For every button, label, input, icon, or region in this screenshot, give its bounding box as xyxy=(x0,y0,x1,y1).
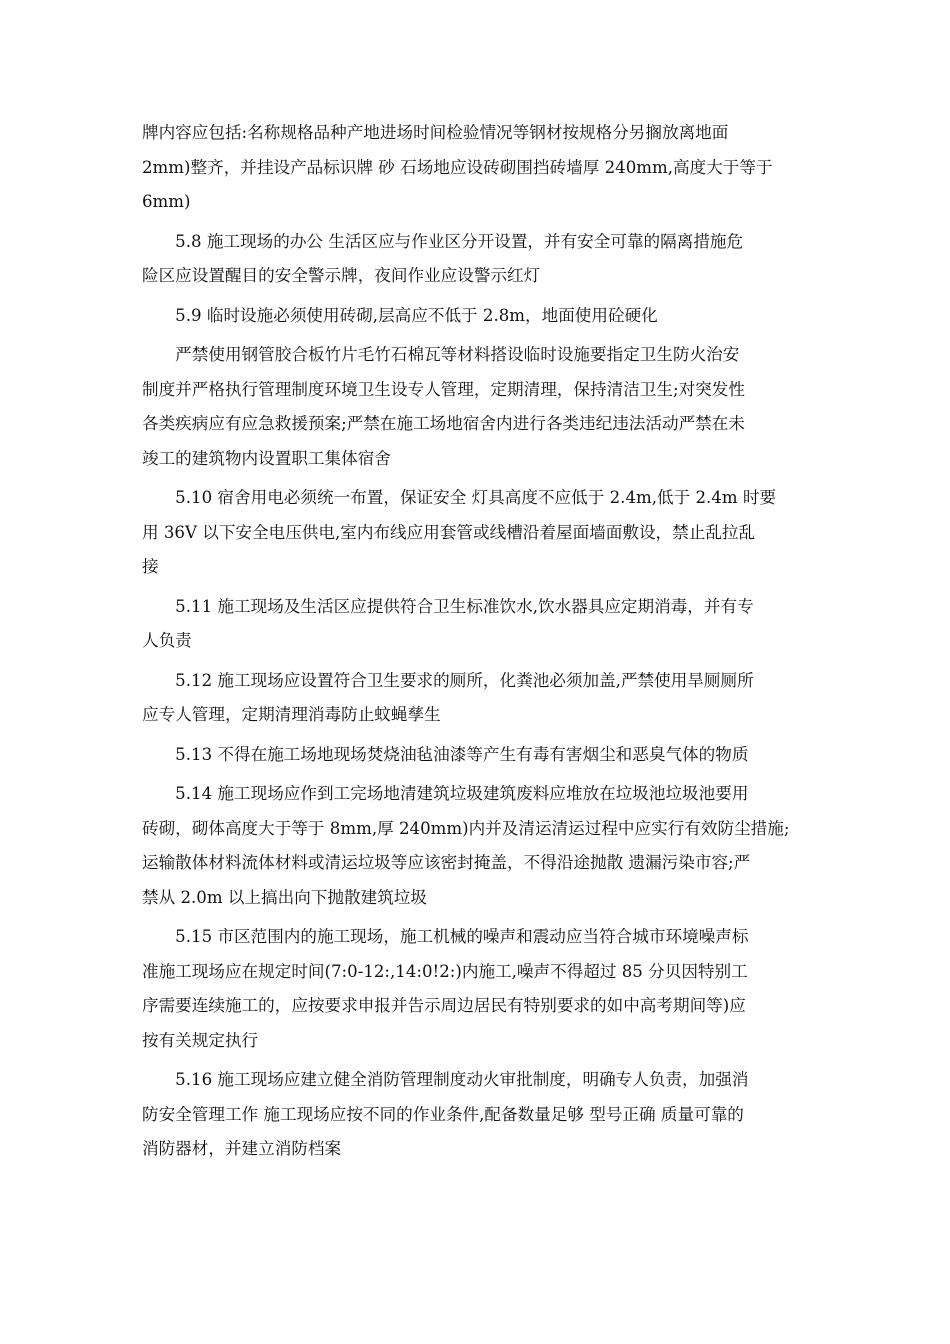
paragraph-line: 禁从 2.0m 以上搞出向下抛散建筑垃圾 xyxy=(142,887,427,907)
paragraph xyxy=(142,116,814,220)
paragraph-line: 接 xyxy=(142,557,159,576)
paragraph-line: 牌内容应包括:名称规格品种产地进场时间检验情况等钢材按规格分另搁放离地面 xyxy=(142,123,729,142)
paragraph-line: 应专人管理，定期清理消毒防止蚊蝇孳生 xyxy=(142,705,441,724)
paragraph-line: 5.8 施工现场的办公 生活区应与作业区分开设置，并有安全可靠的隔离措施危 xyxy=(142,231,744,251)
paragraph-line: 竣工的建筑物内设置职工集体宿舍 xyxy=(142,448,391,468)
paragraph-line: 险区应设置醒目的安全警示牌，夜间作业应设警示红灯 xyxy=(142,266,541,285)
paragraph xyxy=(142,1063,814,1167)
paragraph-line: 序需要连续施工的，应按要求申报并告示周边居民有特别要求的如中高考期间等)应 xyxy=(142,996,746,1015)
paragraph-line: 准施工现场应在规定时间(7:0-12:,14:0!2:)内施工,噪声不得超过 85 分贝因特别工 xyxy=(142,961,748,981)
paragraph-line: 各类疾病应有应急救援预案;严禁在施工场地宿舍内进行各类违纪违法活动严禁在未 xyxy=(142,414,745,433)
paragraph-line: 5.14 施工现场应作到工完场地清建筑垃圾建筑废料应堆放在垃圾池垃圾池要用 xyxy=(142,784,749,803)
paragraph-line: 按有关规定执行 xyxy=(142,1030,259,1050)
paragraph xyxy=(142,590,814,659)
paragraph xyxy=(142,225,814,294)
paragraph-line: 5.15 市区范围内的施工现场，施工机械的噪声和震动应当符合城市环境噪声标 xyxy=(142,927,749,946)
paragraph-line: 5.13 不得在施工场地现场焚烧油毡油漆等产生有毒有害烟尘和恶臭气体的物质 xyxy=(142,744,749,764)
paragraph-line: 5.16 施工现场应建立健全消防管理制度动火审批制度，明确专人负责，加强消 xyxy=(142,1070,749,1089)
paragraph xyxy=(142,338,814,476)
paragraph-line: 运输散体材料流体材料或清运垃圾等应该密封掩盖，不得沿途抛散 遗漏污染市容;严 xyxy=(142,853,751,872)
paragraph-line: 防安全管理工作 施工现场应按不同的作业条件,配备数量足够 型号正确 质量可靠的 xyxy=(142,1104,744,1124)
paragraph-line: 2mm)整齐，并挂设产品标识牌 砂 石场地应设砖砌围挡砖墙厚 240mm,高度大于等于 xyxy=(142,157,773,177)
paragraph xyxy=(142,664,814,733)
paragraph xyxy=(142,738,814,773)
paragraph-line: 砖砌，砌体高度大于等于 8mm,厚 240mm)内并及清运清运过程中应实行有效防尘措施; xyxy=(142,818,790,838)
paragraph-line: 用 36V 以下安全电压供电,室内布线应用套管或线槽沿着屋面墙面敷设，禁止乱拉乱 xyxy=(142,522,756,542)
paragraph-line: 6mm) xyxy=(142,192,191,211)
paragraph-line: 人负责 xyxy=(142,631,192,650)
paragraph xyxy=(142,777,814,915)
document-body xyxy=(142,116,814,1167)
paragraph xyxy=(142,299,814,334)
paragraph-line: 5.11 施工现场及生活区应提供符合卫生标准饮水,饮水器具应定期消毒，并有专 xyxy=(142,596,754,616)
paragraph-line: 5.9 临时设施必须使用砖砌,层高应不低于 2.8m，地面使用砼硬化 xyxy=(142,305,658,325)
paragraph xyxy=(142,481,814,585)
paragraph xyxy=(142,920,814,1058)
paragraph-line: 5.10 宿舍用电必须统一布置，保证安全 灯具高度不应低于 2.4m,低于 2.4m 时要 xyxy=(142,488,777,507)
paragraph-line: 消防器材，并建立消防档案 xyxy=(142,1139,342,1158)
paragraph-line: 制度并严格执行管理制度环境卫生设专人管理，定期清理，保持清洁卫生;对突发性 xyxy=(142,379,745,399)
paragraph-line: 严禁使用钢管胶合板竹片毛竹石棉瓦等材料搭设临时设施要指定卫生防火治安 xyxy=(142,345,740,364)
paragraph-line: 5.12 施工现场应设置符合卫生要求的厕所，化粪池必须加盖,严禁使用旱厕厕所 xyxy=(142,670,754,690)
